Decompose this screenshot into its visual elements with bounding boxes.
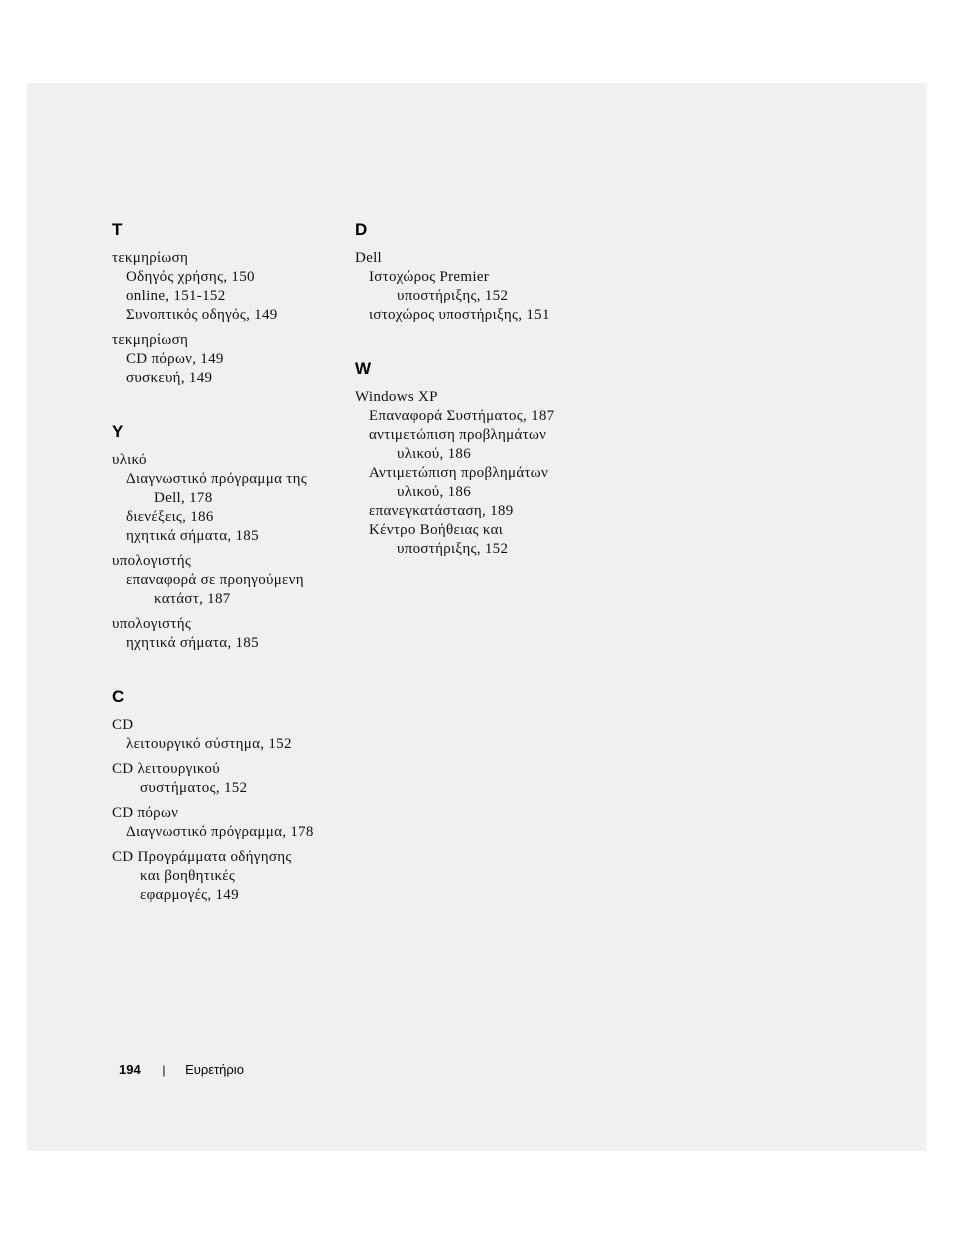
index-subentry: CD πόρων, 149	[126, 351, 224, 367]
index-subentry: Διαγνωστικό πρόγραμμα της	[126, 471, 307, 487]
page-footer	[119, 1062, 244, 1077]
index-term: CD πόρων	[112, 805, 179, 821]
index-subentry: συστήματος, 152	[140, 780, 248, 796]
index-column-left	[112, 220, 347, 939]
index-column-right	[355, 220, 590, 593]
index-entry	[112, 552, 347, 609]
index-section	[355, 220, 590, 325]
index-subentry: διενέξεις, 186	[126, 509, 214, 525]
index-entry	[112, 848, 347, 905]
index-subentry: επανεγκατάσταση, 189	[369, 503, 514, 519]
index-subentry: υλικού, 186	[397, 484, 472, 500]
index-subentry: και βοηθητικές	[140, 868, 236, 884]
index-subentry: υποστήριξης, 152	[397, 541, 509, 557]
index-term: υπολογιστής	[112, 616, 192, 632]
section-letter-heading: C	[112, 687, 125, 706]
index-subentry: Dell, 178	[154, 490, 213, 506]
index-subentry: Οδηγός χρήσης, 150	[126, 269, 255, 285]
index-entry	[112, 760, 347, 798]
index-term: τεκμηρίωση	[112, 332, 189, 348]
index-subentry: Αντιμετώπιση προβλημάτων	[369, 465, 549, 481]
index-entry	[112, 615, 347, 653]
index-subentry: online, 151-152	[126, 288, 226, 304]
index-entry	[112, 249, 347, 325]
index-subentry: Συνοπτικός οδηγός, 149	[126, 307, 278, 323]
index-subentry: κατάστ, 187	[154, 591, 231, 607]
index-subentry: Κέντρο Βοήθειας και	[369, 522, 504, 538]
index-term: CD	[112, 717, 134, 733]
index-subentry: συσκευή, 149	[126, 370, 213, 386]
footer-separator: |	[162, 1063, 166, 1077]
section-letter-heading: T	[112, 220, 123, 239]
index-term: Dell	[355, 250, 383, 266]
section-letter-heading: D	[355, 220, 368, 239]
index-entry	[112, 331, 347, 388]
section-letter-heading: W	[355, 359, 372, 378]
index-section	[112, 422, 347, 653]
index-entry	[355, 388, 590, 559]
index-subentry: υλικού, 186	[397, 446, 472, 462]
index-entry	[112, 451, 347, 546]
index-subentry: υποστήριξης, 152	[397, 288, 509, 304]
index-term: τεκμηρίωση	[112, 250, 189, 266]
index-subentry: ηχητικά σήματα, 185	[126, 635, 259, 651]
index-subentry: αντιμετώπιση προβλημάτων	[369, 427, 547, 443]
index-entry	[355, 249, 590, 325]
index-section	[112, 220, 347, 388]
index-term: CD Προγράμματα οδήγησης	[112, 849, 292, 865]
index-subentry: εφαρμογές, 149	[140, 887, 239, 903]
index-term: Windows XP	[355, 389, 438, 405]
index-term: CD λειτουργικού	[112, 761, 220, 777]
index-subentry: ηχητικά σήματα, 185	[126, 528, 259, 544]
index-term: υλικό	[112, 452, 147, 468]
index-subentry: ιστοχώρος υποστήριξης, 151	[369, 307, 550, 323]
document-page	[27, 83, 927, 1151]
index-subentry: λειτουργικό σύστημα, 152	[126, 736, 292, 752]
index-entry	[112, 716, 347, 754]
footer-title: Ευρετήριο	[185, 1062, 244, 1077]
index-subentry: Επαναφορά Συστήματος, 187	[369, 408, 555, 424]
index-section	[355, 359, 590, 559]
index-subentry: Ιστοχώρος Premier	[369, 269, 490, 285]
index-section	[112, 687, 347, 905]
index-term: υπολογιστής	[112, 553, 192, 569]
index-subentry: επαναφορά σε προηγούμενη	[126, 572, 304, 588]
page-number: 194	[119, 1062, 141, 1077]
section-letter-heading: Y	[112, 422, 124, 441]
index-entry	[112, 804, 347, 842]
index-subentry: Διαγνωστικό πρόγραμμα, 178	[126, 824, 314, 840]
